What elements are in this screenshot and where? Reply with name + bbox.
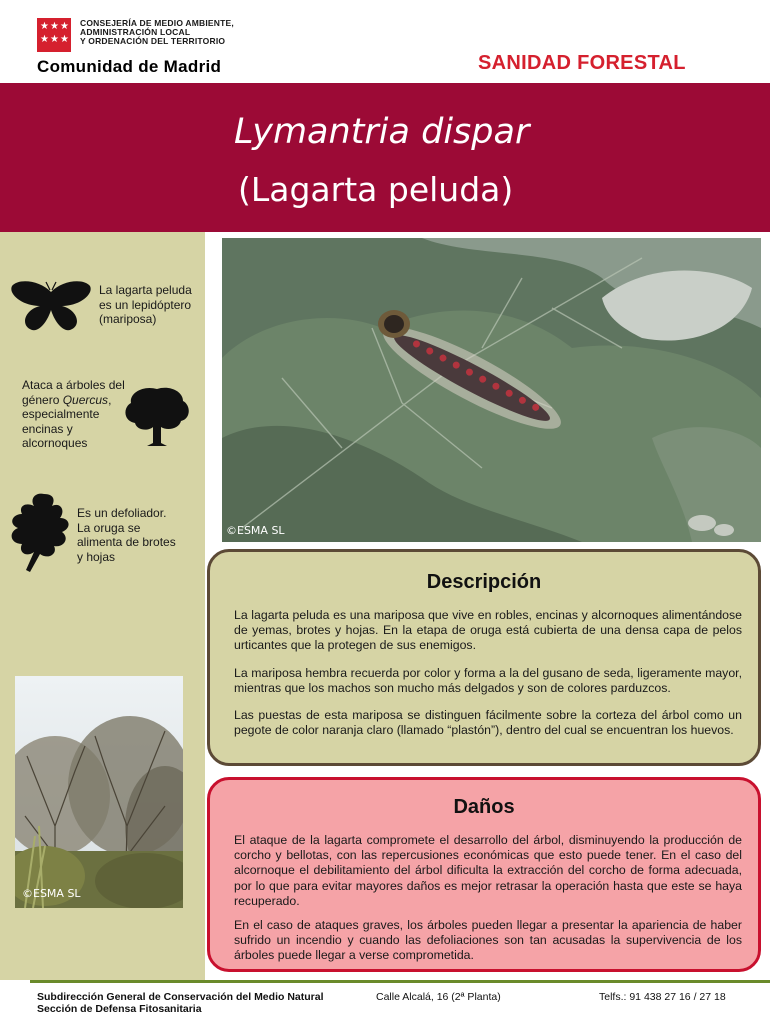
footer-address: Calle Alcalá, 16 (2ª Planta) bbox=[376, 991, 501, 1003]
main-photo-credit: ©ESMA SL bbox=[226, 524, 285, 537]
footer-department: Subdirección General de Conservación del Medio Natural Sección de Defensa Fitosanitaria bbox=[37, 991, 324, 1015]
species-name: Lymantria dispar bbox=[234, 112, 530, 152]
trees-photo-credit: ©ESMA SL bbox=[22, 887, 81, 900]
tree-icon bbox=[121, 385, 193, 447]
title-band bbox=[0, 83, 770, 232]
common-name: (Lagarta peluda) bbox=[238, 170, 514, 209]
leaf-text: Es un defoliador. La oruga se alimenta de brotes y hojas bbox=[77, 506, 176, 564]
tree-text: Ataca a árboles del género Quercus, especialmente encinas y alcornoques bbox=[22, 378, 125, 450]
description-paragraph-1: La lagarta peluda es una mariposa que vive en robles, encinas y alcornoques alimentándose de yemas, brotes y hojas. En la etapa de oruga está cubierta de una densa capa de pelos urticantes que la protegen de sus enemigos. bbox=[234, 608, 742, 653]
section-title: SANIDAD FORESTAL bbox=[478, 52, 686, 74]
org-line-3: Y ORDENACIÓN DEL TERRITORIO bbox=[80, 36, 226, 46]
footer-phone: Telfs.: 91 438 27 16 / 27 18 bbox=[599, 991, 726, 1003]
org-name: Comunidad de Madrid bbox=[37, 57, 222, 76]
description-paragraph-2: La mariposa hembra recuerda por color y forma a la del gusano de seda, ligeramente mayor, mientras que los machos son mucho más delgados y son de colores parduzcos. bbox=[234, 666, 742, 696]
description-paragraph-3: Las puestas de esta mariposa se distinguen fácilmente sobre la corteza del árbol como un pegote de color naranja claro (llamado “plastón”), dentro del cual se encuentran los huevos. bbox=[234, 708, 742, 738]
oak-leaf-icon bbox=[4, 490, 76, 574]
defoliated-trees-photo bbox=[15, 676, 183, 908]
footer-divider bbox=[30, 980, 770, 983]
org-line-2: ADMINISTRACIÓN LOCAL bbox=[80, 27, 191, 37]
damage-paragraph-1: El ataque de la lagarta compromete el desarrollo del árbol, disminuyendo la producción de corcho y bellotas, con las repercusiones económicas que esto puede tener. En el caso del alcornoque el debilitamiento del árbol dificulta la extracción del corcho de forma adecuada, por lo que para evitar mayores daños es mejor retrasar la operación hasta que este se haya recuperado. bbox=[234, 833, 742, 908]
damage-paragraph-2: En el caso de ataques graves, los árboles pueden llegar a presentar la apariencia de haber sufrido un incendio y cuando las defoliaciones son tan acusadas la supervivencia de los árboles puede llegar a verse comprometida. bbox=[234, 918, 742, 963]
butterfly-text: La lagarta peluda es un lepidóptero (mariposa) bbox=[99, 283, 192, 326]
description-title: Descripción bbox=[426, 571, 542, 593]
caterpillar-photo bbox=[222, 238, 761, 542]
damage-box bbox=[207, 777, 761, 972]
butterfly-icon bbox=[10, 280, 92, 332]
damage-title: Daños bbox=[453, 796, 515, 818]
description-box bbox=[207, 549, 761, 766]
org-line-1: CONSEJERÍA DE MEDIO AMBIENTE, bbox=[80, 18, 234, 28]
madrid-flag-logo: ★ ★ ★ ★ ★ ★ bbox=[37, 18, 71, 52]
